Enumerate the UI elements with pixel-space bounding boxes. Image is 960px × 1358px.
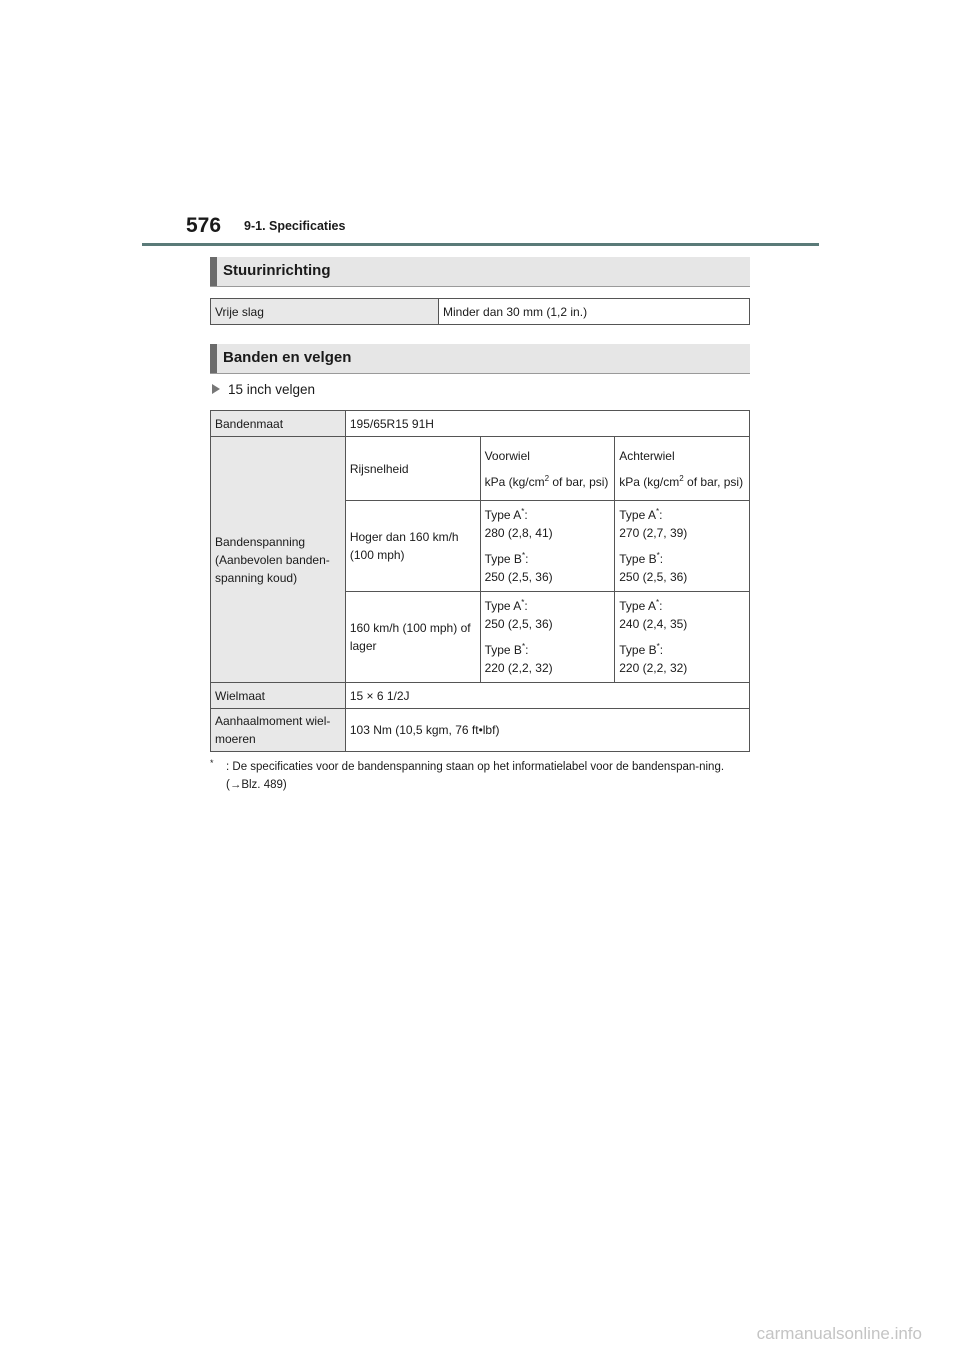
table-cell-value: 195/65R15 91H (345, 411, 749, 437)
subheading-text: 15 inch velgen (228, 382, 316, 397)
table-cell-label: Aanhaalmoment wiel-moeren (211, 709, 346, 752)
table-cell-label: 160 km/h (100 mph) of lager (345, 592, 480, 683)
section-title: Stuurinrichting (223, 262, 331, 279)
table-cell-header (615, 437, 750, 501)
table-cell-value: 103 Nm (10,5 kgm, 76 ft•lbf) (345, 709, 749, 752)
table-cell-value: Type A*: 250 (2,5, 36) Type B*: 220 (2,2, 32) (480, 592, 615, 683)
section-bar (210, 344, 217, 373)
table-row (211, 683, 750, 709)
table-row (211, 411, 750, 437)
table-cell-value: Type A*: 280 (2,8, 41) Type B*: 250 (2,5, 36) (480, 501, 615, 592)
steering-table (210, 298, 750, 325)
pressure-unit: kPa ($kg/cm^2$ of bar, psi) (619, 473, 744, 489)
table-cell-label: Wielmaat (211, 683, 346, 709)
section-title: Banden en velgen (223, 349, 352, 366)
front-wheel-label: Voorwiel (484, 448, 530, 463)
header-rule (142, 243, 819, 246)
section-bar (210, 257, 217, 286)
pressure-unit: kPa ($kg/cm^2$ of bar, psi) (484, 473, 609, 489)
tires-table (210, 410, 750, 752)
footnote (210, 758, 755, 794)
table-cell-label: Hoger dan 160 km/h (100 mph) (345, 501, 480, 592)
chapter-title: 9-1. Specificaties (244, 219, 346, 233)
footnote-text: : De specificaties voor de bandenspanning staan op het informatielabel voor de bandenspan-ning. (→Blz. 489) (226, 761, 725, 791)
table-cell-value: Minder dan 30 mm (1,2 in.) (439, 299, 750, 325)
watermark: carmanualsonline.info (756, 1324, 922, 1343)
subheading (212, 382, 315, 397)
table-cell-header (480, 437, 615, 501)
table-cell-value: Type A*: 270 (2,7, 39) Type B*: 250 (2,5, 36) (615, 501, 750, 592)
triangle-bullet-icon (212, 384, 220, 394)
table-row (211, 709, 750, 752)
table-cell-value: 15 × 6 1/2J (345, 683, 749, 709)
page-number: 576 (186, 214, 222, 237)
table-row (211, 299, 750, 325)
section-steering-header (210, 257, 750, 287)
table-cell-label: Bandenspanning (Aanbevolen banden-spanning koud) (211, 437, 346, 683)
table-cell-value: Type A*: 240 (2,4, 35) Type B*: 220 (2,2, 32) (615, 592, 750, 683)
rear-wheel-label: Achterwiel (619, 448, 675, 463)
table-cell-label: Vrije slag (211, 299, 439, 325)
table-cell-label: Bandenmaat (211, 411, 346, 437)
footnote-mark: * (210, 758, 214, 768)
table-cell-label: Rijsnelheid (345, 437, 480, 501)
section-tires-header (210, 344, 750, 374)
table-row (211, 437, 750, 501)
